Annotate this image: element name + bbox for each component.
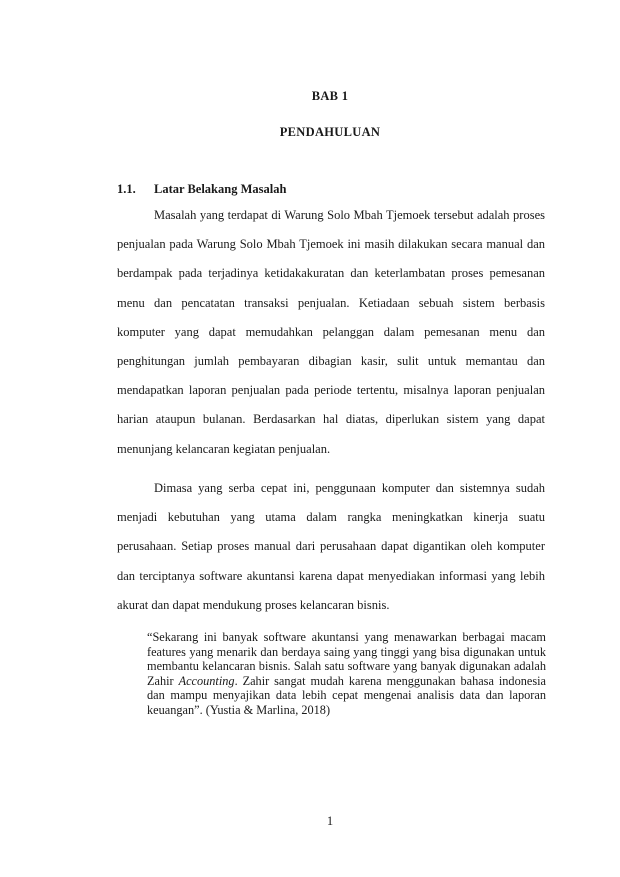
quote-text-before: “Sekarang ini banyak software akuntansi yang menawarkan berbagai macam features yang menarik dan berdaya saing yang tinggi yang bisa digunakan untuk membantu kelancaran bisnis. Salah satu software yang banyak digunakan adalah Zahir <box>147 630 546 688</box>
block-quote <box>147 630 546 717</box>
body-paragraph: Masalah yang terdapat di Warung Solo Mbah Tjemoek tersebut adalah proses penjualan pada Warung Solo Mbah Tjemoek ini masih dilakukan secara manual dan berdampak pada terjadinya ketidakakuratan dan keterlambatan proses pemesanan menu dan pencatatan transaksi penjualan. Ketiadaan sebuah sistem berbasis komputer yang dapat memudahkan pelanggan dalam pemesanan menu dan penghitungan jumlah pembayaran dibagian kasir, sulit untuk memantau dan mendapatkan laporan penjualan pada periode tertentu, misalnya laporan penjualan harian ataupun bulanan. Berdasarkan hal diatas, diperlukan sistem yang dapat menunjang kelancaran kegiatan penjualan. <box>117 208 545 456</box>
chapter-label: BAB 1 <box>311 89 349 103</box>
quote-text-after: . Zahir sangat mudah karena menggunakan bahasa indonesia dan mampu menyajikan data lebih cepat mengenai analisis data dan laporan keuangan”. (Yustia & Marlina, 2018) <box>147 673 546 717</box>
page-number: 1 <box>326 814 334 828</box>
quote-emphasis: Accounting <box>178 673 235 688</box>
chapter-title: PENDAHULUAN <box>279 125 381 139</box>
section-number: 1.1. <box>117 182 136 196</box>
body-paragraph: Dimasa yang serba cepat ini, penggunaan komputer dan sistemnya sudah menjadi kebutuhan yang utama dalam rangka meningkatkan kinerja suatu perusahaan. Setiap proses manual dari perusahaan dapat digantikan oleh komputer dan terciptanya software akuntansi karena dapat menyediakan informasi yang lebih akurat dan dapat mendukung proses kelancaran bisnis. <box>117 481 545 612</box>
section-title: Latar Belakang Masalah <box>154 182 287 196</box>
